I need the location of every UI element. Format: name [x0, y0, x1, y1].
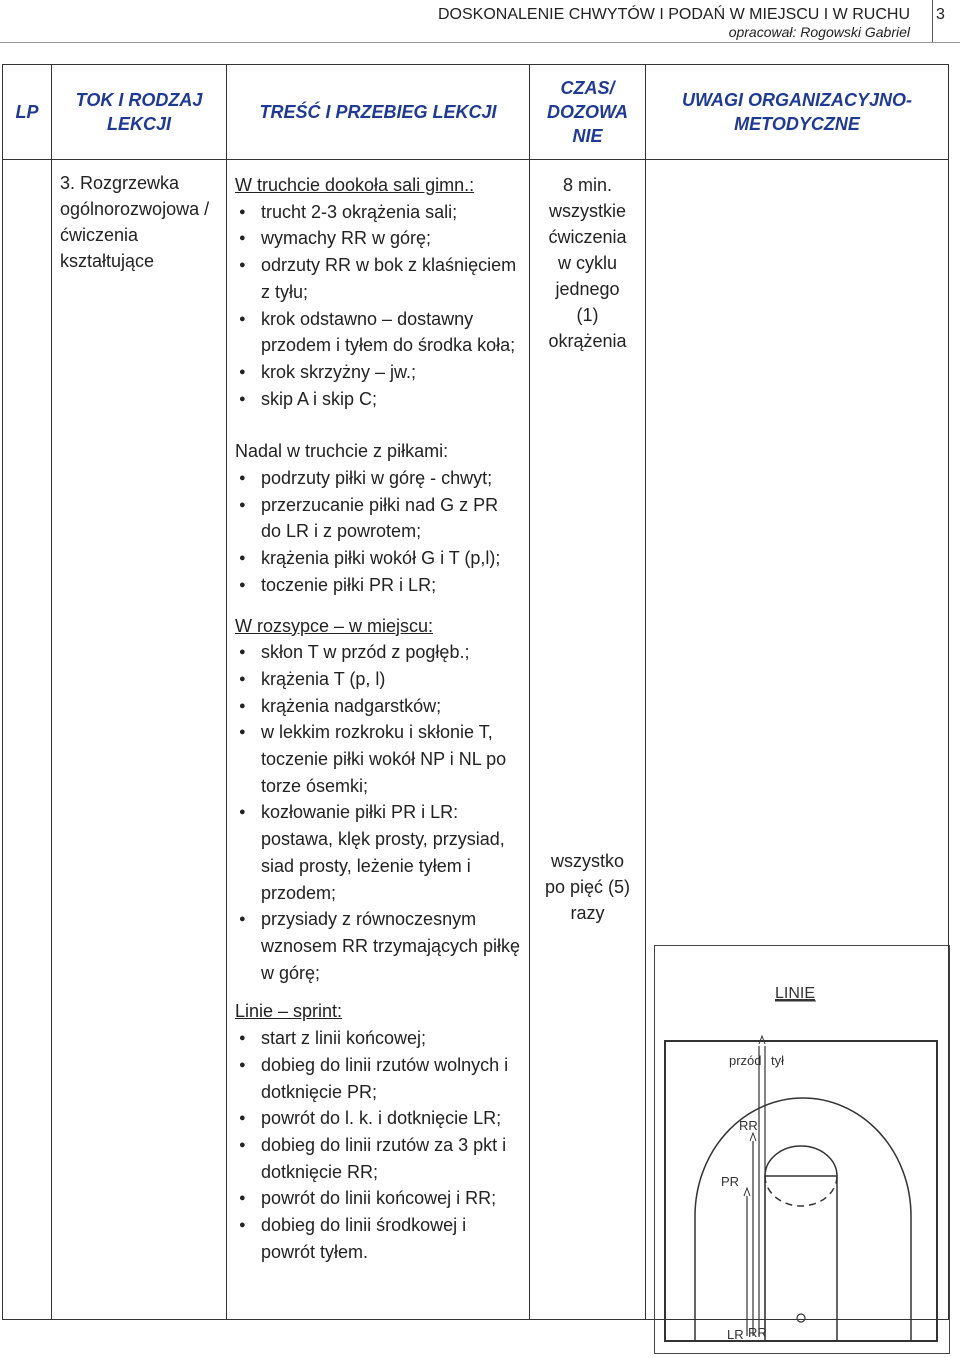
cell-lesson-type: 3. Rozgrzewka ogólnorozwojowa /ćwiczenia kształtujące [52, 160, 227, 1320]
time-block-repetitions [530, 848, 645, 926]
list-item: ● toczenie piłki PR i LR; [261, 572, 521, 599]
table-header-row [3, 65, 949, 160]
col-header-time: CZAS/ DOZOWA NIE [530, 65, 646, 160]
cell-time [530, 160, 646, 1320]
cell-lp [3, 160, 52, 1320]
page-number: 3 [936, 6, 945, 23]
section-title: Nadal w truchcie z piłkami: [235, 441, 449, 462]
list-item: ● odrzuty RR w bok z klaśnięciem z tyłu; [261, 252, 521, 305]
label-tyl: tył [771, 1053, 784, 1068]
section-rozsypka [235, 613, 521, 987]
section-linie [235, 998, 521, 1265]
label-przod: przód [729, 1053, 762, 1068]
time-duration: 8 min. [562, 175, 613, 195]
table-row [3, 160, 949, 1320]
list-item: ● przysiady z równoczesnym wznosem RR trzymających piłkę w górę; [261, 906, 521, 986]
cell-lesson-content [227, 160, 530, 1320]
col-header-content: TREŚĆ I PRZEBIEG LEKCJI [227, 65, 530, 160]
list-item: ● krążenia T (p, l) [261, 666, 521, 693]
time-note-line: jednego [555, 279, 620, 299]
label-rr-top: RR [739, 1118, 758, 1133]
list-item: ● powrót do linii końcowej i RR; [261, 1185, 521, 1212]
list-item: ● kozłowanie piłki PR i LR: postawa, klęk prosty, przysiad, siad prosty, leżenie tyłem i przodem; [261, 799, 521, 906]
list-item: ● dobieg do linii rzutów wolnych i dotknięcie PR; [261, 1052, 521, 1105]
col-header-notes: UWAGI ORGANIZACYJNO-METODYCZNE [646, 65, 949, 160]
section-title: Linie – sprint: [235, 1001, 343, 1022]
three-point-line [695, 1098, 911, 1341]
time-note-line: wszystkie [548, 201, 626, 221]
section-title: W rozsypce – w miejscu: [235, 615, 434, 636]
cell-notes [646, 160, 949, 1342]
list-item: ● krążenia piłki wokół G i T (p,l); [261, 545, 521, 572]
time-note-line: ćwiczenia [548, 227, 627, 247]
label-rr-bottom: RR [748, 1325, 767, 1340]
time-note-line: wszystko [550, 851, 624, 871]
col-header-type: TOK I RODZAJ LEKCJI [52, 65, 227, 160]
header-title: DOSKONALENIE CHWYTÓW I PODAŃ W MIEJSCU I W RUCHU [437, 6, 910, 23]
list-item: ● krążenia nadgarstków; [261, 693, 521, 720]
label-pr: PR [721, 1174, 740, 1189]
list-item: ● przerzucanie piłki nad G z PR do LR i z powrotem; [261, 492, 521, 545]
free-throw-lane [765, 1176, 837, 1341]
list-item: ● trucht 2-3 okrążenia sali; [261, 199, 521, 226]
header-vertical-rule [932, 0, 933, 42]
time-note-line: (1) [576, 305, 599, 325]
section-trucht [235, 172, 521, 412]
list-item: ● wymachy RR w górę; [261, 225, 521, 252]
diagram-title: LINIE [775, 985, 816, 1002]
lines-sprint-diagram [654, 945, 950, 1354]
court-diagram-svg [655, 946, 949, 1353]
court-outline [665, 1041, 937, 1341]
header-author: opracował: Rogowski Gabriel [728, 24, 910, 40]
list-item: ● powrót do l. k. i dotknięcie LR; [261, 1105, 521, 1132]
list-item: ● w lekkim rozkroku i skłonie T, toczenie piłki wokół NP i NL po torze ósemki; [261, 719, 521, 799]
time-block-warmup [530, 172, 645, 354]
list-item: ● skip A i skip C; [261, 386, 521, 413]
time-note-line: po pięć (5) [544, 877, 631, 897]
time-note-line: okrążenia [548, 331, 627, 351]
label-lr: LR [727, 1327, 744, 1342]
basket-icon [797, 1314, 805, 1322]
list-item: ● podrzuty piłki w górę - chwyt; [261, 465, 521, 492]
list-item: ● dobieg do linii rzutów za 3 pkt i dotknięcie RR; [261, 1132, 521, 1185]
section-title: W truchcie dookoła sali gimn.: [235, 175, 475, 195]
list-item: ● dobieg do linii środkowej i powrót tyłem. [261, 1212, 521, 1265]
list-item: ● krok skrzyżny – jw.; [261, 359, 521, 386]
section-pilki [235, 438, 521, 598]
list-item: ● krok odstawno – dostawny przodem i tyłem do środka koła; [261, 306, 521, 359]
time-note-line: razy [570, 903, 605, 923]
list-item: ● start z linii końcowej; [261, 1025, 521, 1052]
header-rule [0, 42, 960, 43]
col-header-lp: LP [3, 65, 52, 160]
list-item: ● skłon T w przód z pogłęb.; [261, 639, 521, 666]
time-note-line: w cyklu [557, 253, 617, 273]
lesson-plan-table [2, 64, 949, 1342]
